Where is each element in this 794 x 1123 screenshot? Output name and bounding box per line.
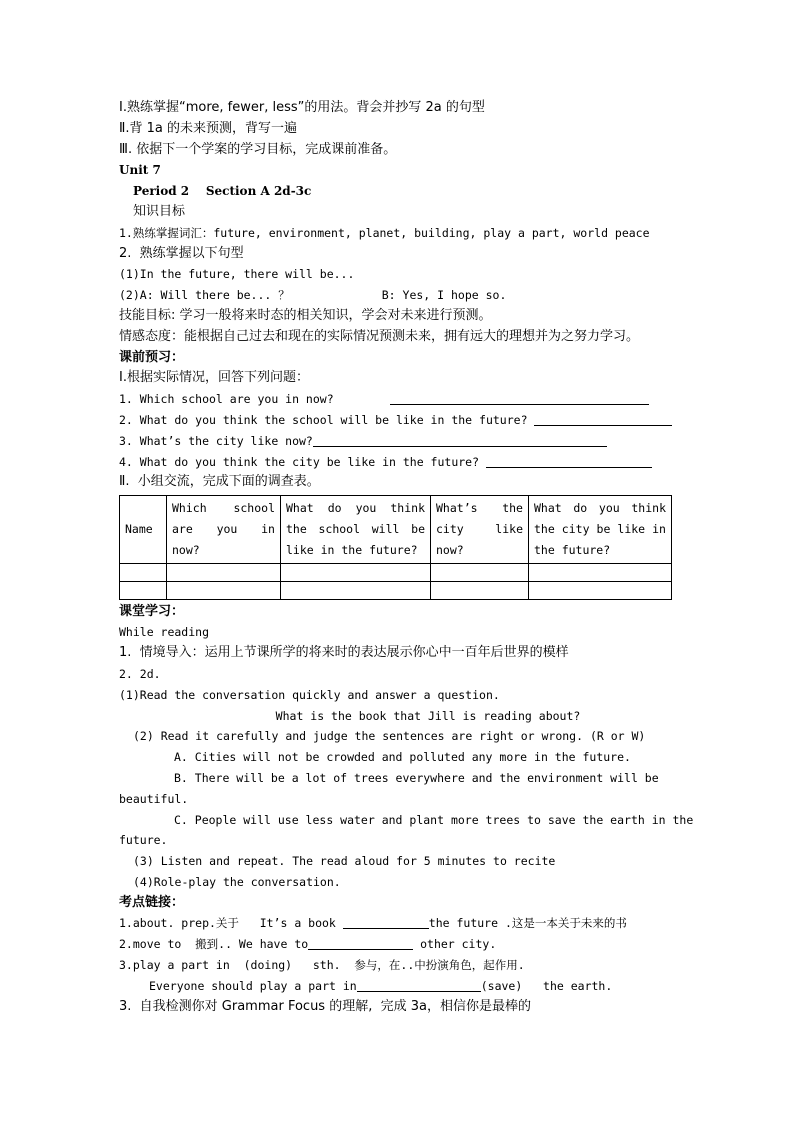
survey-cell[interactable] (529, 581, 672, 599)
point-1-text: 1.about. prep.关于 It’s a book (119, 916, 343, 931)
point-2-tail: other city. (413, 937, 497, 952)
point-3: 3.play a part in (doing) sth. 参与，在..中扮演角色，起作用. (119, 958, 525, 973)
survey-row-2 (120, 581, 672, 599)
question-3-text: 3. What’s the city like now? (119, 433, 313, 448)
header-school-future: What do you think the school will be like in the future? (281, 496, 431, 563)
preview-heading: 课前预习： (119, 349, 185, 365)
reading-question: What is the book that Jill is reading about? (275, 708, 581, 723)
answer-blank-4[interactable] (486, 453, 652, 468)
statement-a: A. Cities will not be crowded and polluted any more in the future. (174, 750, 631, 765)
pattern-2 (119, 285, 675, 306)
survey-cell[interactable] (120, 563, 167, 581)
patterns-goal: 2. 熟练掌握以下句型 (119, 245, 244, 261)
document-body (119, 98, 694, 1017)
survey-intro: Ⅱ. 小组交流，完成下面的调查表。 (119, 474, 320, 490)
header-city-now: What’s the city like now? (431, 496, 529, 563)
reading-task-1: (1)Read the conversation quickly and answer a question. (119, 687, 500, 702)
statement-c-cont: future. (119, 833, 168, 848)
point-2-text: 2.move to 搬到.. We have to (119, 937, 309, 952)
question-1 (119, 389, 675, 410)
header-name: Name (120, 496, 167, 563)
step-3: 3. 自我检测你对 Grammar Focus 的理解, 完成 3a，相信你是最棒的 (119, 998, 531, 1014)
survey-cell[interactable] (281, 581, 431, 599)
attitude-goal: 情感态度：能根据自己过去和现在的实际情况预测未来，拥有远大的理想并为之努力学习。 (119, 328, 640, 344)
questions-intro: I.根据实际情况，回答下列问题： (119, 370, 309, 386)
while-reading-label: While reading (119, 625, 210, 640)
survey-cell[interactable] (120, 581, 167, 599)
pattern-1: (1)In the future, there will be... (119, 267, 355, 282)
review-line-3: Ⅲ. 依据下一个学案的学习目标，完成课前准备。 (119, 141, 397, 157)
survey-cell[interactable] (431, 563, 529, 581)
fill-blank-2[interactable] (308, 935, 413, 950)
survey-cell[interactable] (167, 581, 281, 599)
period-heading: Period 2 Section A 2d-3c (133, 184, 312, 199)
answer-blank-1[interactable] (390, 390, 649, 405)
statement-b-cont: beautiful. (119, 791, 189, 806)
review-line-2: Ⅱ.背 1a 的未来预测，背写一遍 (119, 120, 298, 136)
vocabulary-goal: 1.熟练掌握词汇：future, environment, planet, building, play a part, world peace (119, 225, 650, 240)
question-2-text: 2. What do you think the school will be like in the future? (119, 412, 528, 427)
fill-blank-1[interactable] (343, 914, 429, 929)
question-3 (119, 431, 675, 452)
pattern-2-question: (2)A: Will there be... ？ (119, 288, 290, 303)
question-4 (119, 452, 675, 473)
class-study-heading: 课堂学习： (119, 603, 185, 619)
knowledge-goals-label: 知识目标 (133, 203, 186, 219)
question-1-text: 1. Which school are you in now? (119, 392, 334, 407)
question-4-text: 4. What do you think the city be like in the future? (119, 454, 480, 469)
unit-heading: Unit 7 (119, 163, 161, 178)
survey-row-1 (120, 563, 672, 581)
point-3-example (119, 976, 675, 997)
point-1 (119, 913, 675, 934)
fill-blank-3[interactable] (357, 977, 481, 992)
survey-cell[interactable] (529, 563, 672, 581)
answer-blank-2[interactable] (534, 411, 672, 426)
exam-points-heading: 考点链接： (119, 894, 185, 910)
reading-task-4: (4)Role-play the conversation. (133, 874, 341, 889)
header-school-now: Which school are you in now? (167, 496, 281, 563)
step-2: 2. 2d. (119, 666, 161, 681)
reading-task-2: (2) Read it carefully and judge the sentences are right or wrong. (R or W) (133, 729, 646, 744)
question-2 (119, 410, 675, 431)
statement-c: C. People will use less water and plant more trees to save the earth in the (174, 812, 694, 827)
review-line-1: Ⅰ.熟练掌握“more, fewer, less”的用法。背会并抄写 2a 的句型 (119, 100, 485, 115)
statement-b: B. There will be a lot of trees everywhere and the environment will be (174, 770, 659, 785)
pattern-2-answer: B: Yes, I hope so. (381, 288, 507, 303)
point-1-tail: the future .这是一本关于未来的书 (428, 916, 627, 931)
skill-goal: 技能目标: 学习一般将来时态的相关知识，学会对未来进行预测。 (119, 307, 492, 323)
survey-cell[interactable] (281, 563, 431, 581)
step-1: 1. 情境导入：运用上节课所学的将来时的表达展示你心中一百年后世界的模样 (119, 645, 569, 661)
survey-cell[interactable] (167, 563, 281, 581)
point-3-example-tail: (save) the earth. (480, 978, 613, 993)
survey-cell[interactable] (431, 581, 529, 599)
survey-header-row (120, 496, 672, 563)
survey-table (119, 495, 672, 599)
point-3-example-text: Everyone should play a part in (149, 978, 357, 993)
point-2 (119, 934, 675, 955)
header-city-future: What do you think the city be like in the future? (529, 496, 672, 563)
reading-task-3: (3) Listen and repeat. The read aloud for 5 minutes to recite (133, 854, 556, 869)
answer-blank-3[interactable] (313, 432, 607, 447)
